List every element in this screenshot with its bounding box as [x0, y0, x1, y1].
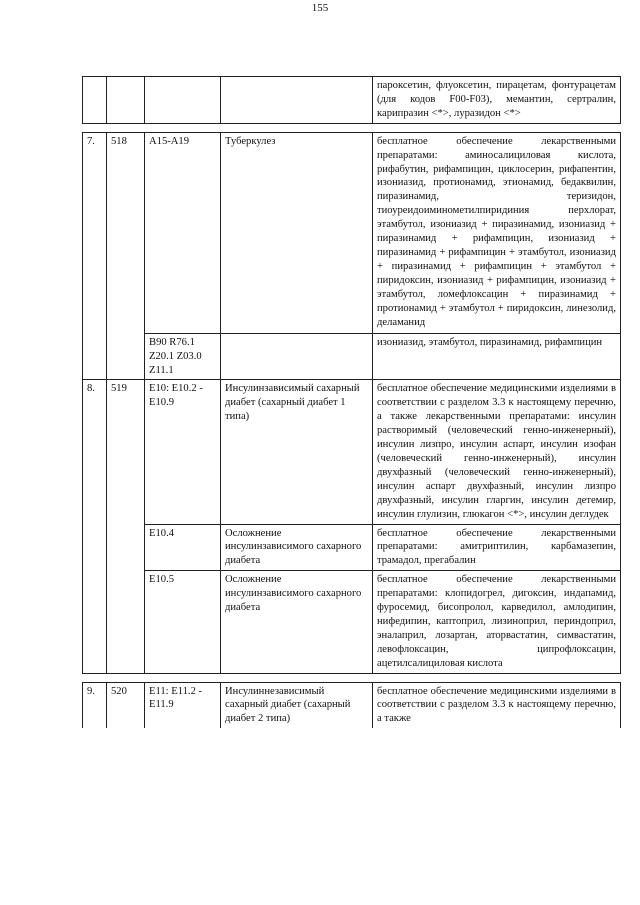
- cell-desc: изониазид, этамбутол, пиразинамид, рифампицин: [373, 333, 621, 380]
- cell-name: [221, 77, 373, 124]
- cell-code: E10: E10.2 - E10.9: [145, 380, 221, 524]
- benefits-table: [82, 76, 621, 728]
- table-row: [83, 524, 621, 571]
- cell-desc: бесплатное обеспечение медицинскими изделиями в соответствии с разделом 3.3 к настоящему перечню, а также: [373, 682, 621, 728]
- cell-code: [145, 77, 221, 124]
- cell-id: [107, 77, 145, 124]
- cell-code: A15-A19: [145, 132, 221, 333]
- cell-id: 520: [107, 682, 145, 728]
- cell-id: 518: [107, 132, 145, 380]
- cell-desc: пароксетин, флуоксетин, пирацетам, фонтурацетам (для кодов F00-F03), мемантин, сертралин, карипразин <*>, луразидон <*>: [373, 77, 621, 124]
- cell-name: Осложнение инсулинзависимого сахарного диабета: [221, 524, 373, 571]
- table-row-gap: [83, 123, 621, 132]
- cell-code: E10.4: [145, 524, 221, 571]
- cell-num: 9.: [83, 682, 107, 728]
- cell-desc: бесплатное обеспечение медицинскими изделиями в соответствии с разделом 3.3 к настоящему перечню, а также лекарственными препаратами: инсулин растворимый (человеческий генно-инженерный), инсулин лизпро, инсулин аспарт, инсулин изофан (человеческий генно-инженерный), инсулин двухфазный (человеческий генно-инженерный), инсулин аспарт двухфазный, инсулин лизпро двухфазный, инсулин гларгин, инсулин детемир, инсулин глулизин, глюкагон <*>, инсулин деглудек: [373, 380, 621, 524]
- table-row: [83, 380, 621, 524]
- cell-code: E10.5: [145, 571, 221, 673]
- cell-id: 519: [107, 380, 145, 673]
- cell-num: 8.: [83, 380, 107, 673]
- cell-code: B90 R76.1 Z20.1 Z03.0 Z11.1: [145, 333, 221, 380]
- cell-num: [83, 77, 107, 124]
- cell-name: [221, 333, 373, 380]
- cell-desc: бесплатное обеспечение лекарственными препаратами: амитриптилин, карбамазепин, трамадол, прегабалин: [373, 524, 621, 571]
- table-row: [83, 333, 621, 380]
- table-row: [83, 571, 621, 673]
- table-row: [83, 132, 621, 333]
- cell-name: Инсулинзависимый сахарный диабет (сахарный диабет 1 типа): [221, 380, 373, 524]
- cell-code: E11: E11.2 - E11.9: [145, 682, 221, 728]
- page-number: 155: [311, 2, 329, 14]
- cell-desc: бесплатное обеспечение лекарственными препаратами: клопидогрел, дигоксин, индапамид, фуросемид, бисопролол, карведилол, амлодипин, нифедипин, каптоприл, лизиноприл, периндоприл, эналаприл, лозартан, аторвастатин, симвастатин, левофлоксацин, ципрофлоксацин, ацетилсалициловая кислота: [373, 571, 621, 673]
- table-row-gap: [83, 673, 621, 682]
- table-row-continuation: [83, 77, 621, 124]
- cell-name: Туберкулез: [221, 132, 373, 333]
- table-row: [83, 682, 621, 728]
- cell-desc: бесплатное обеспечение лекарственными препаратами: аминосалициловая кислота, рифабутин, рифампицин, циклосерин, рифапентин, изониазид, протионамид, этионамид, бедаквилин, пиразинамид, теризидон, тиоуреидоиминометилпиридиния перхлорат, этамбутол, изониазид + пиразинамид, изониазид + пиразинамид + рифампицин, изониазид + пиразинамид + рифампицин + этамбутол, изониазид + пиразинамид + рифампицин + этамбутол + пиридоксин, изониазид + рифампицин, изониазид + этамбутол, ломефлоксацин + пиразинамид + протионамид + этамбутол + пиридоксин, линезолид, деламанид: [373, 132, 621, 333]
- cell-name: Осложнение инсулинзависимого сахарного диабета: [221, 571, 373, 673]
- cell-name: Инсулиннезависимый сахарный диабет (сахарный диабет 2 типа): [221, 682, 373, 728]
- cell-num: 7.: [83, 132, 107, 380]
